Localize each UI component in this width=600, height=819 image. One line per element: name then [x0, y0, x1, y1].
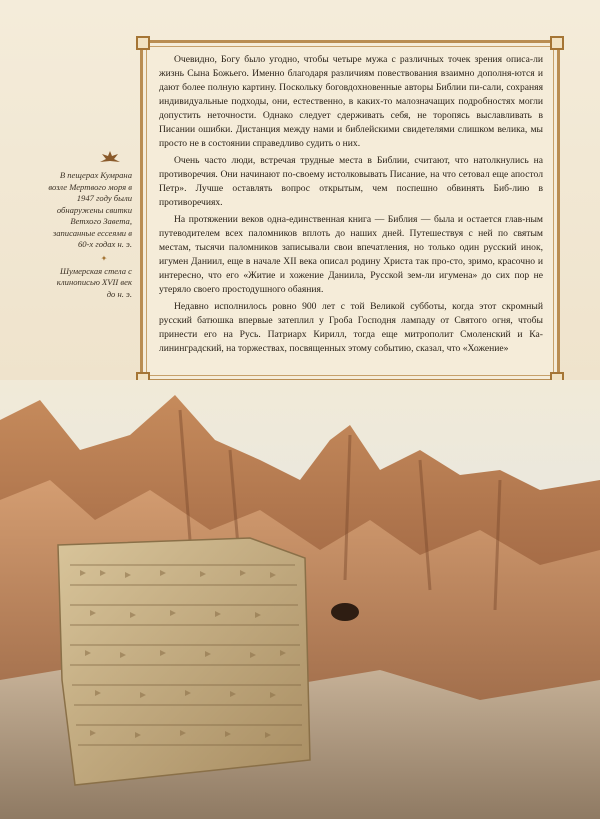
- article-paragraph-2: Очень часто люди, встречая трудные места в Библии, считают, что натолкнулись на противоречия. Они начинают по-своему истолковывать Писание, на что сетовал еще апостол Петр». Лучше оставлять вопрос открытым, чем поспешно обвинять Биб-лию в противоречиях.: [159, 155, 543, 208]
- caption-qumran: В пещерах Кумрана возле Мертвого моря в 1947 году были обнаружены свитки Ветхого Завета, записанные ессеями в 60-х годах н. э.: [48, 170, 132, 249]
- frame-corner-ornament: [136, 36, 150, 50]
- article-paragraph-1: Очевидно, Богу было угодно, чтобы четыре мужа с различных точек зрения описа-ли жизнь Сына Божьего. Именно благодаря различиям повествования взаимно дополня-ются и дают более полную картину. Поскольку боговдохновенные авторы Библии пи-сали, сохраняя индивидуальные подходы, они, естественно, в каких-то малозначащих подробностях могли допустить неточности. Однако следует сдерживать себя, не торопясь выславливать в Писании ошибки. Дистанция между нами и библейскими свидетелями слишком велика, мы просто не в состоянии справедливо судить о них.: [159, 54, 543, 149]
- mountain-photo: [0, 380, 600, 819]
- cuneiform-tablet: [58, 538, 310, 785]
- ornament-icon: [98, 150, 122, 164]
- caption-separator: ✦: [100, 253, 108, 263]
- article-paragraph-3: На протяжении веков одна-единственная книга — Библия — была и остается глав-ным путеводителем всех паломников вплоть до наших дней. Путешествуя с ней по святым местам, тысячи паломников записывали свои впечатления, но только один русский инок, игумен Даниил, еще в начале XII века описал родину Христа так про-сто, зримо, красочно и интересно, что его «Житие и хожение Даниила, Русской зем-ли игумена» до сих пор не утеряло своего простодушного обаяния.: [159, 214, 543, 295]
- caption-stele: Шумерская стела с клинописью XVII век до н. э.: [56, 265, 132, 299]
- frame-corner-ornament: [550, 36, 564, 50]
- mountain-illustration: [0, 380, 600, 819]
- sidebar-captions: [46, 150, 132, 300]
- article-paragraph-4: Недавно исполнилось ровно 900 лет с той Великой субботы, когда этот скромный русский батюшка впервые затеплил у Гроба Господня лампаду от Святого огня, чтобы принести его на Русь. Патриарх Кирилл, тогда еще митрополит Смоленский и Ка-лининградский, на торжествах, посвященных этому событию, сказал, что «Хожение»: [159, 301, 543, 354]
- article-panel: [140, 40, 560, 382]
